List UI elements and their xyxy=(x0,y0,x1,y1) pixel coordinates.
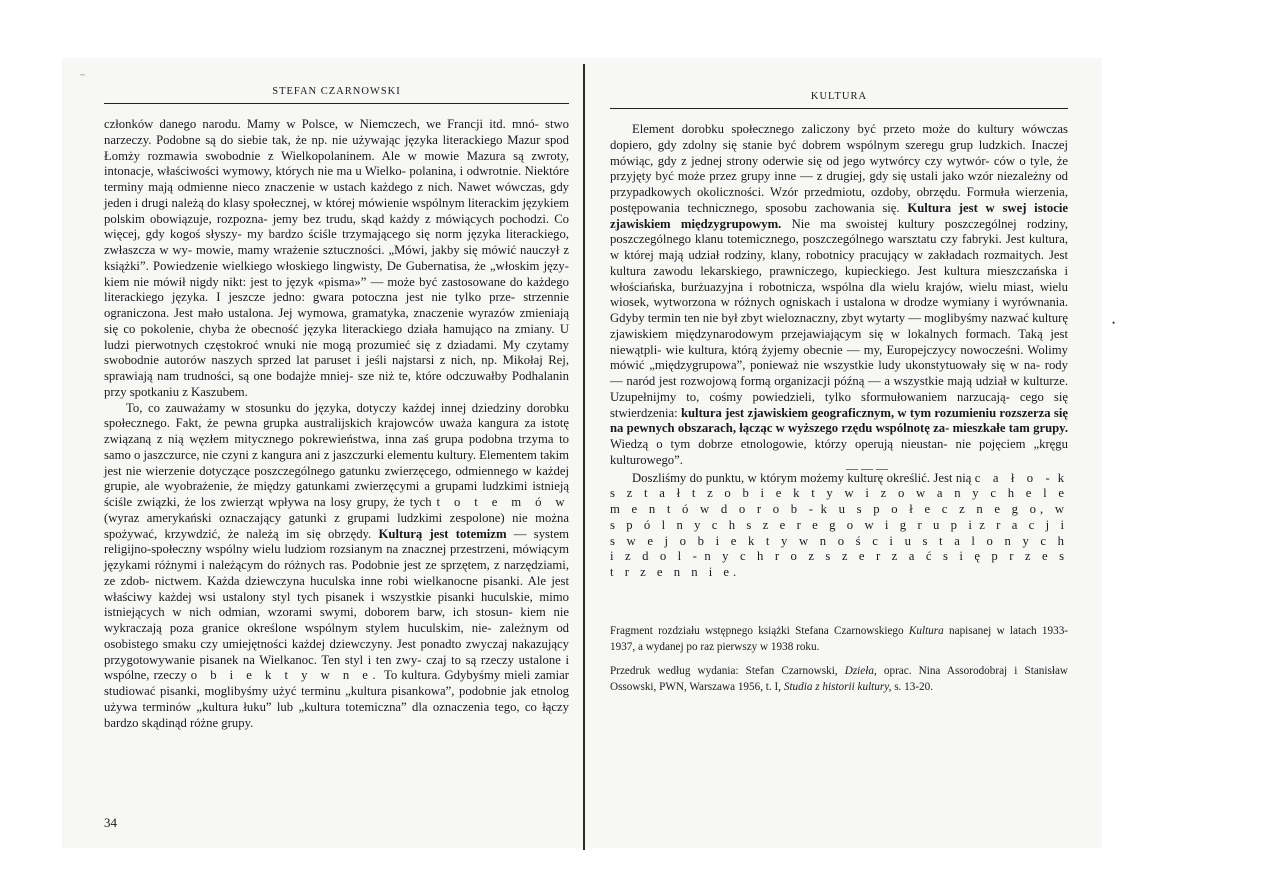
text-line: wielu ludziom rozsianym na znacznej przestrzeni, mówiącym językami różnymi xyxy=(104,542,569,572)
text-line: czaj to są rzeczy ustalone i wspólne, rzeczy xyxy=(104,652,570,683)
text-line: każdego z nich. Nawet wówczas, gdy jeden i drugi należą do klasy społecznej, xyxy=(104,180,570,210)
text-line: pisankowa”, podobnie jak etnolog używa terminów „kultura łuku” lub „kultura xyxy=(104,684,570,714)
text-line: — system religijno-społeczny wspólny xyxy=(104,526,570,557)
text-line: dopiero, gdy zdolny się stanie być dobrem wspólnym szeregu grup ludzkich. xyxy=(610,137,1026,152)
text-line: kangura za istotę związaną z nią węzłem mitycznego pokrewieństwa, inna zaś xyxy=(104,416,569,446)
text-line: Wiedzą o tym dobrze etnologowie, którzy operują nieustan- xyxy=(610,437,948,451)
note-text: Fragment rozdziału wstępnego książki Stefana Czarnowskiego xyxy=(610,624,904,637)
text-line: w kulturze. Uzupełnijmy to, cośmy powiedzieli, tylko sformułowaniem narzucają- xyxy=(610,374,1069,404)
text-line: Inaczej mówiąc, gdy z jednej strony oderwie się od jego wytwórcy czy wytwór- xyxy=(610,137,1069,168)
left-paragraph-2 xyxy=(104,401,569,732)
text-line: gatunku zwierzęcego, odmiennego w każdej grupie, ale wyobrażenie, że między xyxy=(104,463,569,494)
text-line: rody — naród jest rozwojową formą organizacji późną — a wszystkie mają udział xyxy=(610,358,1068,388)
text-line: mimo istniejących w nich odmian, wzorami swymi, doborem barw, ich stosun- xyxy=(104,589,569,620)
note-book-title: Studia z historii kultury, xyxy=(783,680,892,693)
text-line: zwyczaj nakazujący przygotowywanie pisanek na Wielkanoc. Ten styl i ten zwy- xyxy=(104,636,569,667)
right-page xyxy=(610,91,1068,731)
text-line: cego się stwierdzenia: xyxy=(610,389,1069,420)
text-line: totemiczna” dla oznaczenia tego, co łączy bardzo skądinąd różne grupy. xyxy=(104,699,570,730)
dash-ornament: — — — xyxy=(846,460,888,475)
text-line: ogniskach i ustalona w drodze wymiany i wyrównania. Gdyby termin ten nie był xyxy=(610,295,1069,325)
text-line: dorobku społecznego. Fakt, że pewna grupka australijskich krajowców uważa xyxy=(104,400,570,431)
text-line: najstarsi z nich, np. Mikołaj Rej, sprawiają nam trudności, są one bodajże mniej- xyxy=(104,353,569,383)
text-line: grupa podobna trzyma to samo o jaszczurce, nie czyni z kangura ani z jaszczurki xyxy=(104,432,570,462)
emphasis-definition: k s z t a ł t z o b i e k t y w i z o w a n y c h e l e m e n t ó w d o r o b - xyxy=(610,470,1069,516)
text-line: w której mówienie wspólnym literackim językiem polskim obowiązuje, rozpozna- xyxy=(104,195,570,226)
bold-phrase: mieszkałe tam grupy. xyxy=(952,421,1068,436)
text-line: wie kultura, którą żyjemy obecnie — my, Europejczycy nowocześni. Wolimy xyxy=(665,342,1068,357)
note-text: oprac. Nina Assorodobraj i Stanisław Ossowski, PWN, Warszawa 1956, t. I, xyxy=(610,664,1069,693)
book-gutter xyxy=(583,64,585,850)
text-line: elementu kultury. Elementem takim jest nie wierzenie dotyczące poszczególnego xyxy=(104,447,570,478)
text-line: się z dziadami. My czytamy swobodnie autorów naszych sprzed lat paruset i jeśli xyxy=(104,337,570,368)
text-line: polanina, i odwrotnie. Niektóre terminy mają odmienne nieco znaczenie w ustach xyxy=(104,164,569,194)
text-line: gatunki z grupami ludzkimi zespolone) nie można spożywać, krzywdzić, że należą xyxy=(104,510,569,541)
text-line: pracujący w zakładach rozmaitych. Jest kultura zawodu lekarskiego, prawniczego, xyxy=(610,248,1068,278)
bold-phrase: Kultura jest w swej istocie zjawiskiem międzygrupowym. xyxy=(610,200,1068,231)
emphasis-definition: z r a c j i s w e j o b i e k t y w n o ś c i u s t a l o n y c h i z d o l - xyxy=(610,517,1069,564)
right-paragraph-1 xyxy=(610,122,1069,475)
right-running-head: KULTURA xyxy=(610,91,1068,109)
text-line: Mazura są zwroty, intonacje, właściwości wymowy, których nie ma u Wielko- xyxy=(104,148,569,179)
note-text: napisanej w latach 1933-1937, a wydanej po raz pierwszy w 1938 roku. xyxy=(610,624,1069,653)
right-body-text xyxy=(610,122,1068,581)
text-line: mówić „międzygrupowa”, ponieważ nie wszystkie ludy ukonstytuowały się w na- xyxy=(610,358,1041,373)
text-line: obrzędu. Formuła wierzenia, postępowania technicznego, sposobu zachowania się. xyxy=(610,185,1068,215)
text-line: kiem nie mówił nigdy nikt: jest to język «pisma»” — może być zastosowane do xyxy=(104,274,523,289)
emphasis-definition: k u s p o ł e c z n e g o, w s p ó l n y c h s z e r e g o w i g r u p i xyxy=(610,502,1069,532)
note-book-title: Kultura xyxy=(908,624,944,637)
text-line: Doszliśmy do punktu, w którym możemy kulturę określić. Jest nią xyxy=(632,470,972,485)
text-line: członków danego narodu. Mamy w Polsce, w Niemczech, we Francji itd. mnó- xyxy=(104,117,539,131)
bold-phrase: Kulturą jest totemizm xyxy=(378,526,507,541)
right-paragraph-2 xyxy=(610,471,1068,581)
text-line: kupieckiego. Jest kultura mieszczańska i włościańska, burżuazyjna i robotnicza, xyxy=(610,263,1068,294)
source-note-1 xyxy=(610,623,1068,655)
text-line: warsztatu czy fabryki. Jest kultura, w której mają udział rodziny, klany, robotnicy xyxy=(610,232,1068,262)
emphasis-obiektywne: o b i e k t y w n e. xyxy=(190,668,381,683)
text-line: sze niż te, które odczuwałby Podhalanin przy spotkaniu z Kaszubem. xyxy=(104,369,569,399)
page-number: 34 xyxy=(104,815,117,830)
left-paragraph-1 xyxy=(104,117,569,401)
text-line: międzynarodowym przejawiającym się w lokalnych formach. Taką jest niewątpli- xyxy=(610,326,1068,357)
text-line: właściwy każdej wsi ustalony styl tych pisanek i wszystkie pisanki huculskie, xyxy=(104,589,533,604)
left-running-head: STEFAN CZARNOWSKI xyxy=(104,86,569,104)
text-line: To, co zauważamy w stosunku do języka, dotyczy każdej innej dziedziny xyxy=(126,400,522,415)
text-line: Gdybyśmy mieli zamiar studiować pisanki, moglibyśmy użyć terminu „kultura xyxy=(104,668,569,698)
text-line: i należącym do różnych ras. Podobnie jest ze sprzętem, z narzędziami, ze zdob- xyxy=(104,558,569,588)
note-text: s. 13-20. xyxy=(894,680,934,693)
text-line: Element dorobku społecznego zaliczony być przeto może do kultury wówczas xyxy=(632,122,1068,136)
text-line: To kultura. xyxy=(383,668,441,683)
text-line: wyrazów zmieniają się co pokolenie, chyba że obecność języka literackiego działa xyxy=(104,306,569,336)
text-line: my bardzo ściśle trzymającego się norm języka literackiego, zwłaszcza w wy- xyxy=(104,227,569,257)
bold-phrase: kultura jest zjawiskiem geograficznym, w tym rozumieniu xyxy=(680,405,997,420)
scan-mark: ~ xyxy=(80,70,85,80)
source-notes xyxy=(610,623,1068,695)
text-line: jako wzór niezależny od przypadkowych okoliczności. Wzór przedmiotu, ozdoby, xyxy=(610,169,1069,199)
text-line: (wyraz amerykański oznaczający xyxy=(104,510,282,525)
text-line: im się obrzędy. xyxy=(285,526,372,541)
note-book-title: Dzieła, xyxy=(844,664,877,677)
text-line: zbyt wieloznaczny, zbyt wytarty — moglibyśmy nazwać kulturę zjawiskiem xyxy=(610,311,1069,341)
emphasis-definition: n y c h r o z s z e r z a ć s i ę p r z e s t r z e n n i e. xyxy=(610,549,1069,579)
text-line: strzennie ograniczona. Jest mało ustalona. Jej wymowa, gramatyka, znaczenie xyxy=(104,290,570,320)
text-line: mowie, mamy wrażenie sztuczności. „Mówi, jakby się mówić nauczył z książki”. xyxy=(104,243,569,273)
text-line: Powiedzenie wielkiego włoskiego lingwisty, De Gubernatisa, że „włoskim języ- xyxy=(153,258,569,273)
text-line: kiem nie wykraczają poza granice określone wspólnym stylem huculskim, nie- xyxy=(104,605,570,635)
text-line: gatunkami zwierzęcymi a grupami ludzkimi istnieją ściśle związki, że los zwierząt xyxy=(104,479,569,509)
text-line: wpływa na losy grupy, że tych xyxy=(268,495,432,509)
text-line: jemy bez trudu, skąd każdy z mówiących pochodzi. Co więcej, gdy kogoś słyszy- xyxy=(104,211,569,242)
note-text: Przedruk według wydania: Stefan Czarnowski, xyxy=(610,664,838,677)
text-line: hamująco na zmiany. U ludzi pierwotnych częstokroć wnuki nie mogą prozumieć xyxy=(104,321,569,352)
emphasis-definition: c a ł o - xyxy=(974,470,1055,485)
text-line: nie pojęciem „kręgu kulturowego”. xyxy=(610,437,1068,467)
text-line: nictwem. Każda dziewczyna huculska inne robi wielkanocne pisanki. Ale jest xyxy=(154,573,569,588)
source-note-2 xyxy=(610,663,1068,695)
text-line: każdego literackiego języka. I jeszcze jedno: gwara potoczna jest nie tylko prze- xyxy=(104,274,569,305)
bold-phrase: rozszerza się na pewnych obszarach, łącząc w wyższego rzędu wspólnotę za- xyxy=(610,405,1068,436)
text-line: stwo narzeczy. Podobne są do siebie tak, że np. nie używając języka literackiego xyxy=(104,117,569,147)
text-line: wspólna dla wielu krajów, wielu miast, wielu wiosek, wytworzona w różnych xyxy=(610,279,1069,310)
text-line: Mazur spod Łomży rozmawia swobodnie z Wielkopolaninem. Ale w mowie xyxy=(104,132,569,163)
scan-speck: • xyxy=(1112,318,1116,328)
left-page xyxy=(104,86,569,846)
text-line: poszczególnej rodziny, poszczególnego klanu totemicznego, poszczególnego xyxy=(610,216,1069,247)
text-line: zależnym od osobistego smaku czy umiejętności każdej dziewczyny. Jest ponadto xyxy=(104,621,570,651)
emphasis-totemow: t o t e m ó w xyxy=(436,495,570,509)
text-line: Nie ma swoistej kultury xyxy=(791,216,935,231)
text-line: ców o tyle, że przyjęty być może przez grupy inne — z drugiej, gdy się ustali xyxy=(610,153,1069,184)
left-body-text xyxy=(104,117,569,731)
